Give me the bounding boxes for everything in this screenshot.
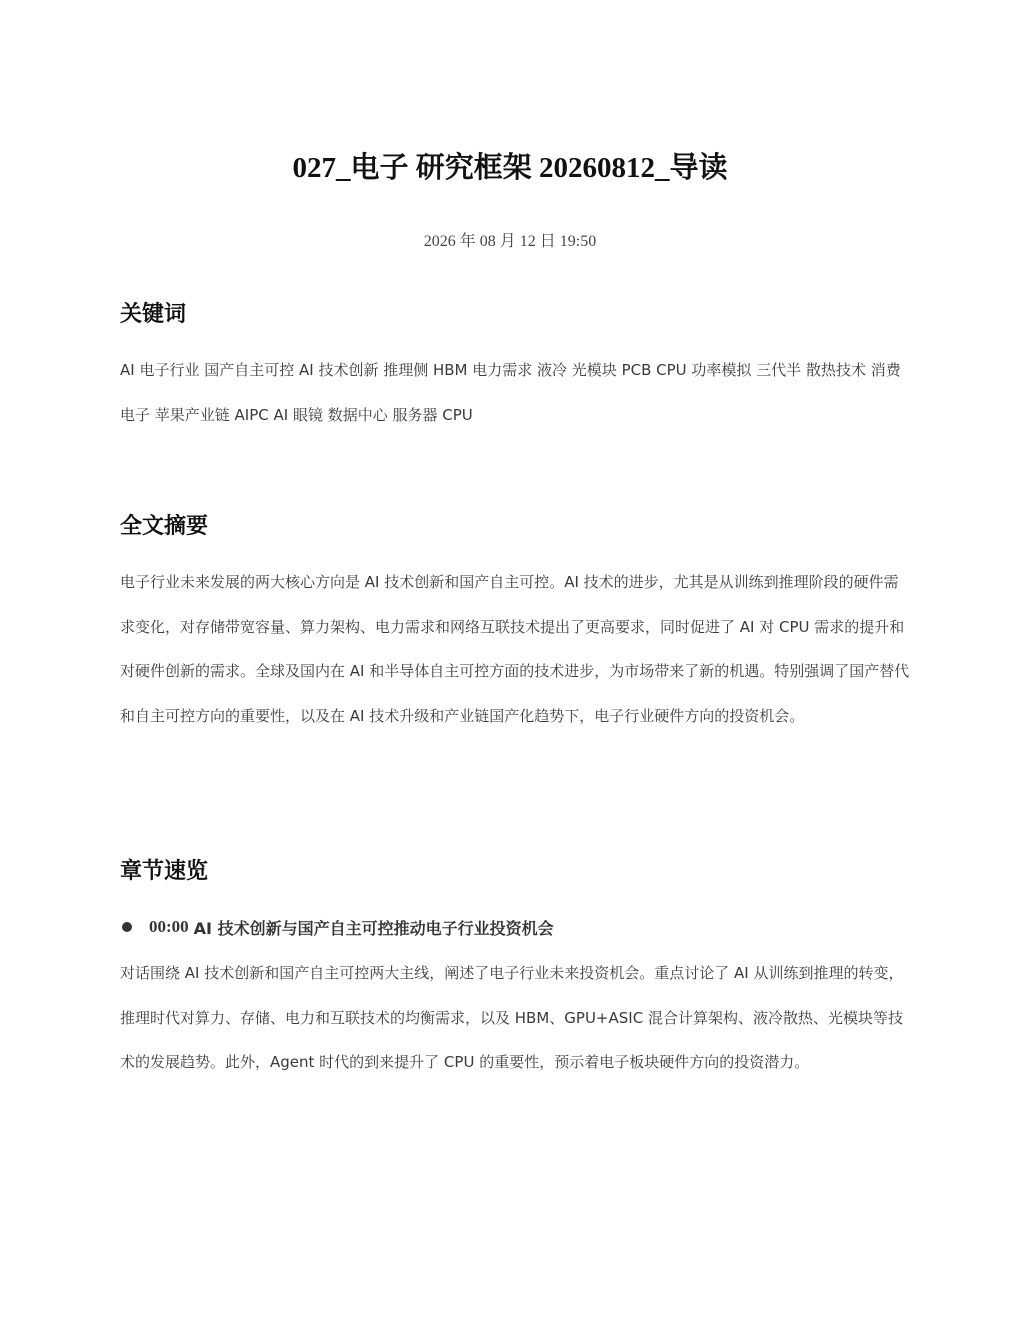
summary-heading: 全文摘要 [120, 514, 209, 539]
document-date: 2026 年 08 月 12 日 19:50 [423, 233, 597, 250]
chapter-item [120, 913, 554, 941]
chapter-timestamp: 00:00 [149, 917, 189, 936]
document-title: 027_电子 研究框架 20260812_导读 [292, 152, 728, 184]
keywords-heading: 关键词 [120, 302, 187, 327]
chapters-heading: 章节速览 [120, 859, 209, 884]
chapter-title: AI 技术创新与国产自主可控推动电子行业投资机会 [193, 918, 554, 938]
bullet-icon [122, 922, 132, 932]
keywords-text: AI 电子行业 国产自主可控 AI 技术创新 推理侧 HBM 电力需求 液冷 光模块 PCB CPU 功率模拟 三代半 散热技术 消费电子 苹果产业链 AIPC AI 眼镜 数据中心 服务器 CPU [120, 361, 901, 424]
chapter-text: 对话围绕 AI 技术创新和国产自主可控两大主线，阐述了电子行业未来投资机会。重点讨论了 AI 从训练到推理的转变，推理时代对算力、存储、电力和互联技术的均衡需求，以及 HBM、GPU+ASIC 混合计算架构、液冷散热、光模块等技术的发展趋势。此外，Agent 时代的到来提升了 CPU 的重要性，预示着电子板块硬件方向的投资潜力。 [120, 964, 904, 1071]
summary-text: 电子行业未来发展的两大核心方向是 AI 技术创新和国产自主可控。AI 技术的进步，尤其是从训练到推理阶段的硬件需求变化，对存储带宽容量、算力架构、电力需求和网络互联技术提出了更高要求，同时促进了 AI 对 CPU 需求的提升和对硬件创新的需求。全球及国内在 AI 和半导体自主可控方面的技术进步，为市场带来了新的机遇。特别强调了国产替代和自主可控方向的重要性，以及在 AI 技术升级和产业链国产化趋势下，电子行业硬件方向的投资机会。 [120, 573, 910, 725]
